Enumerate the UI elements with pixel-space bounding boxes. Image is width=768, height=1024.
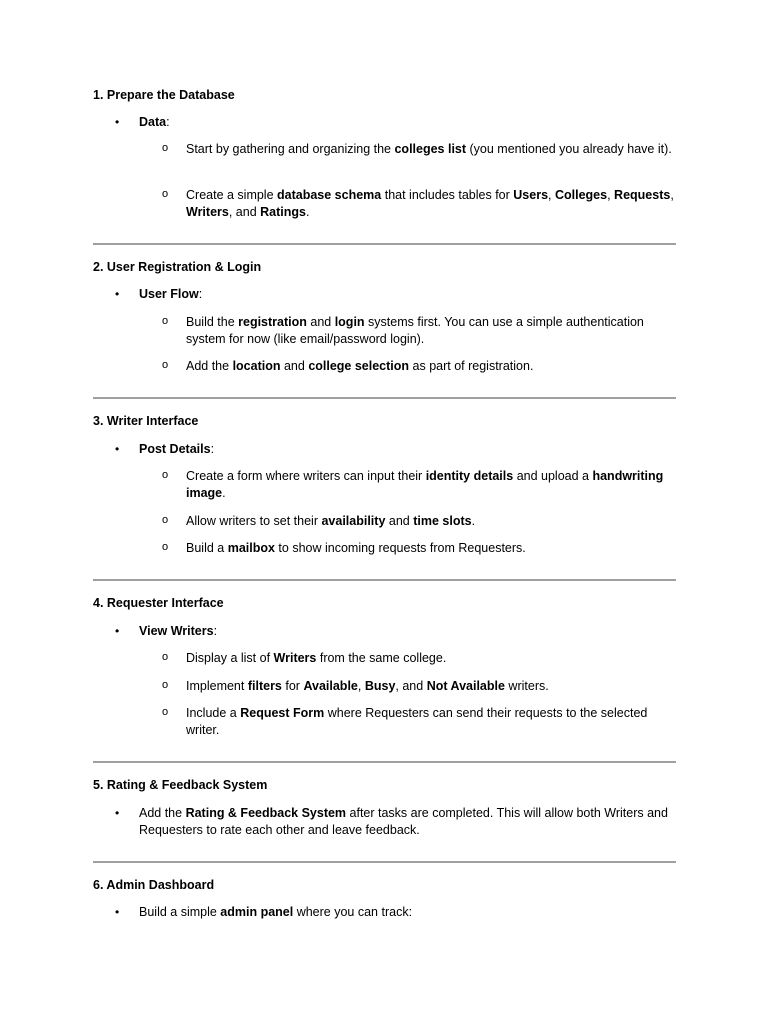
section-heading-user-registration: 2. User Registration & Login [93,260,262,274]
bullet-item-rating-system: • Add the Rating & Feedback System after tasks are completed. This will allow both Writers and Requesters to rate each other and leave feedback. [115,806,668,837]
sub-item-registration-login: o Build the registration and login systems first. You can use a simple authentication system for now (like email/password login). [162,315,644,346]
bullet-item-view-writers: • View Writers: [115,624,218,638]
bullet-item-admin-panel: • Build a simple admin panel where you can track: [115,905,413,919]
section-heading-admin-dashboard: 6. Admin Dashboard [93,878,215,892]
sub-item-identity-form: o Create a form where writers can input their identity details and upload a handwriting image. [162,469,664,500]
section-divider [93,397,676,399]
section-divider [93,243,676,245]
sub-bullet-glyph: o [162,142,169,154]
sub-bullet-glyph: o [162,469,169,481]
section-divider [93,861,676,863]
section-heading-rating-feedback: 5. Rating & Feedback System [93,778,268,792]
bullet-glyph: • [115,442,120,456]
bullet-item-post-details: • Post Details: [115,442,215,456]
sub-bullet-glyph: o [162,315,169,327]
sub-item-request-form: o Include a Request Form where Requesters can send their requests to the selected writer. [162,706,648,737]
bullet-glyph: • [115,905,120,919]
bullet-glyph: • [115,806,120,820]
sub-item-availability: o Allow writers to set their availability and time slots. [162,514,476,528]
bullet-glyph: • [115,624,120,638]
section-heading-requester-interface: 4. Requester Interface [93,596,224,610]
sub-bullet-glyph: o [162,706,169,718]
sub-item-mailbox: o Build a mailbox to show incoming requests from Requesters. [162,541,526,555]
sub-item-filters: o Implement filters for Available, Busy, and Not Available writers. [162,679,549,693]
section-divider [93,761,676,763]
section-heading-prepare-database: 1. Prepare the Database [93,88,235,102]
sub-item-database-schema: o Create a simple database schema that includes tables for Users, Colleges, Requests, Writers, and Ratings. [162,188,674,219]
sub-bullet-glyph: o [162,541,169,553]
bullet-item-data: • Data: [115,115,170,129]
sub-item-location-college: o Add the location and college selection as part of registration. [162,359,534,373]
sub-bullet-glyph: o [162,514,169,526]
sub-bullet-glyph: o [162,679,169,691]
section-heading-writer-interface: 3. Writer Interface [93,414,199,428]
bullet-item-user-flow: • User Flow: [115,287,203,301]
section-divider [93,579,676,581]
bullet-glyph: • [115,115,120,129]
bullet-glyph: • [115,287,120,301]
sub-bullet-glyph: o [162,359,169,371]
sub-item-gather-colleges: o Start by gathering and organizing the colleges list (you mentioned you already have it). [162,142,672,156]
sub-bullet-glyph: o [162,188,169,200]
sub-item-display-writers: o Display a list of Writers from the same college. [162,651,447,665]
sub-bullet-glyph: o [162,651,169,663]
